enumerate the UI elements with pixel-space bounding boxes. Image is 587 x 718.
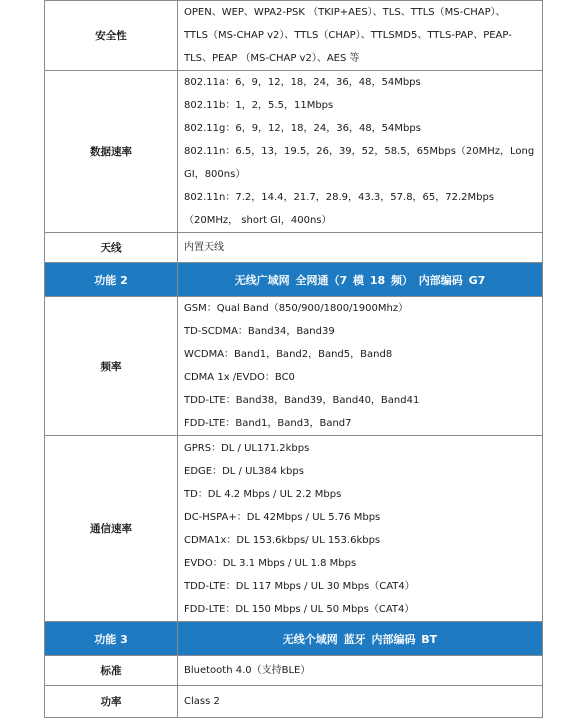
spec-row (45, 297, 543, 436)
spec-value (178, 1, 543, 71)
spec-value (178, 656, 543, 686)
spec-value-line: Bluetooth 4.0（支持BLE） (184, 665, 311, 676)
section-title: 无线广域网 全网通（7 模 18 频） 内部编码 G7 (178, 263, 543, 297)
spec-label: 通信速率 (45, 436, 178, 622)
spec-value-line: GPRS：DL / UL171.2kbps (184, 442, 310, 454)
spec-value-line: TTLS（MS-CHAP v2）、TTLS（CHAP）、TTLSMD5、TTLS-PAP、PEAP- (184, 30, 512, 41)
spec-row (45, 436, 543, 622)
spec-value-line: TD：DL 4.2 Mbps / UL 2.2 Mbps (184, 488, 342, 500)
spec-value-line: OPEN、WEP、WPA2-PSK （TKIP+AES）、TLS、TTLS（MS-CHAP）、 (184, 7, 506, 18)
spec-label: 功率 (45, 686, 178, 718)
spec-value-line: 内置天线 (184, 242, 224, 253)
spec-value-line: EVDO：DL 3.1 Mbps / UL 1.8 Mbps (184, 557, 357, 569)
spec-label: 天线 (45, 233, 178, 263)
spec-table-body (45, 1, 543, 718)
spec-value-line: 802.11n：7.2，14.4，21.7，28.9，43.3，57.8，65，72.2Mbps (184, 192, 495, 203)
section-header-row (45, 263, 543, 297)
spec-label: 标准 (45, 656, 178, 686)
spec-value-line: Class 2 (184, 696, 220, 707)
spec-value-line: DC-HSPA+：DL 42Mbps / UL 5.76 Mbps (184, 511, 381, 523)
spec-table (44, 0, 543, 718)
spec-value (178, 71, 543, 233)
spec-value-line: 802.11a：6，9，12，18，24，36，48，54Mbps (184, 77, 421, 88)
spec-value-line: 802.11g：6，9，12，18，24，36，48，54Mbps (184, 123, 421, 134)
spec-row (45, 71, 543, 233)
section-label: 功能 3 (45, 622, 178, 656)
spec-value-line: 802.11n：6.5，13，19.5，26，39，52，58.5，65Mbps（20MHz，Long (184, 146, 535, 157)
spec-value-line: FDD-LTE：DL 150 Mbps / UL 50 Mbps（CAT4） (184, 603, 415, 615)
spec-value-line: FDD-LTE：Band1，Band3，Band7 (184, 418, 352, 429)
spec-value-line: 802.11b：1，2，5.5，11Mbps (184, 100, 334, 111)
spec-value (178, 436, 543, 622)
spec-label: 安全性 (45, 1, 178, 71)
spec-value (178, 233, 543, 263)
spec-value (178, 297, 543, 436)
spec-value-line: TDD-LTE：DL 117 Mbps / UL 30 Mbps（CAT4） (184, 580, 415, 592)
spec-value-line: CDMA1x：DL 153.6kbps/ UL 153.6kbps (184, 534, 381, 546)
spec-value-line: GI，800ns） (184, 169, 246, 180)
section-label: 功能 2 (45, 263, 178, 297)
spec-row (45, 686, 543, 718)
spec-value-line: CDMA 1x /EVDO：BC0 (184, 372, 295, 383)
spec-row (45, 656, 543, 686)
spec-value-line: TLS、PEAP （MS-CHAP v2）、AES 等 (184, 53, 360, 64)
spec-row (45, 1, 543, 71)
spec-value-line: EDGE：DL / UL384 kbps (184, 465, 304, 477)
spec-value-line: WCDMA：Band1，Band2，Band5，Band8 (184, 349, 393, 360)
spec-label: 数据速率 (45, 71, 178, 233)
spec-value-line: GSM：Qual Band（850/900/1800/1900Mhz） (184, 303, 409, 314)
section-header-row (45, 622, 543, 656)
spec-value (178, 686, 543, 718)
spec-value-line: （20MHz， short GI，400ns） (184, 215, 332, 226)
spec-value-line: TD-SCDMA：Band34，Band39 (184, 326, 335, 337)
section-title: 无线个域网 蓝牙 内部编码 BT (178, 622, 543, 656)
spec-value-line: TDD-LTE：Band38，Band39，Band40，Band41 (184, 395, 420, 406)
spec-row (45, 233, 543, 263)
spec-label: 频率 (45, 297, 178, 436)
